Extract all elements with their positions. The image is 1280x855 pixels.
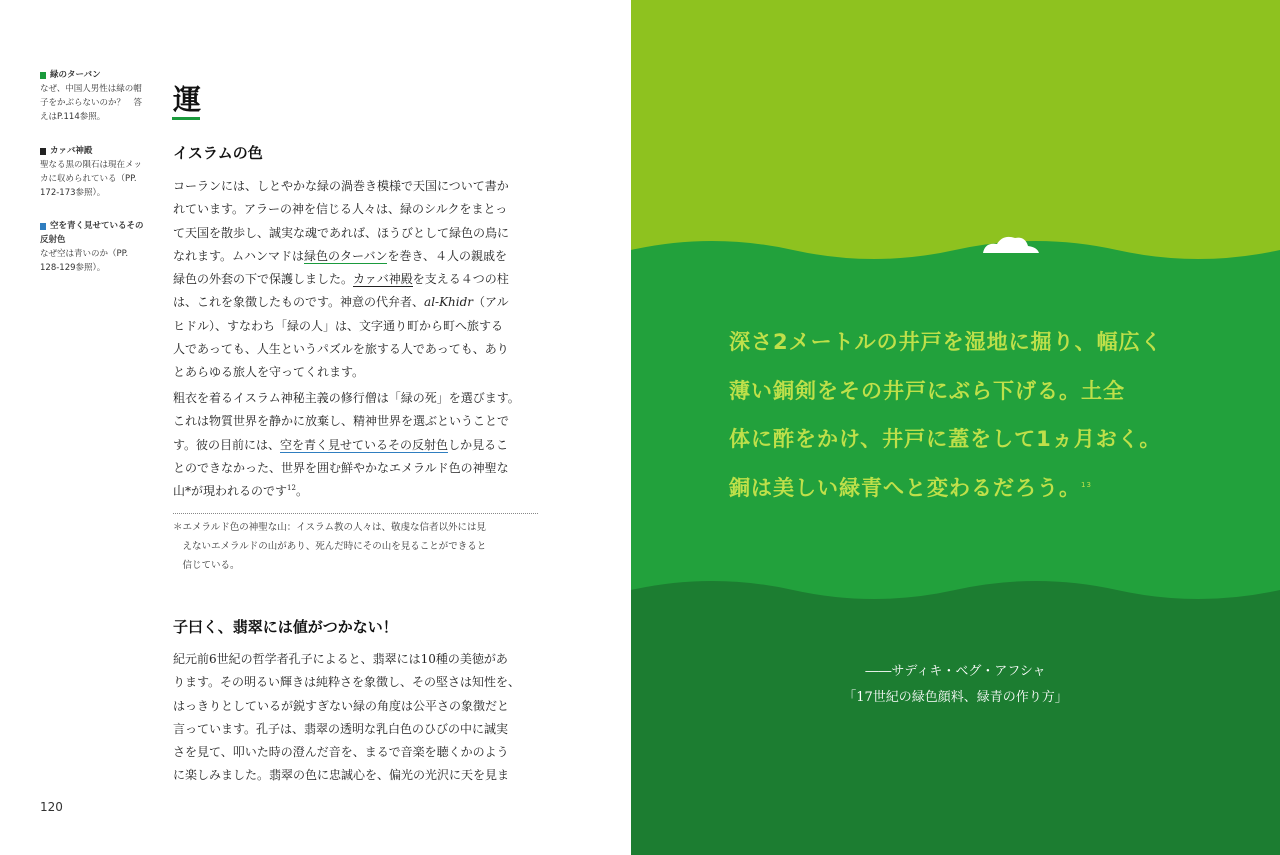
footnote-ref-13: 13 bbox=[1081, 480, 1092, 489]
footnote-emerald-mountain: ＊エメラルド色の神聖な山：イスラム教の人々は、敬虔な信者以外には見 えないエメラルドの山があり、死んだ時にその山を見ることができると 信じている。 bbox=[173, 522, 487, 571]
green-square-icon bbox=[40, 72, 46, 79]
chapter-title: 運 bbox=[173, 83, 202, 116]
page-number: 120 bbox=[40, 800, 63, 814]
section-heading-islam: イスラムの色 bbox=[173, 144, 263, 162]
paragraph-islam-2: 粗衣を着るイスラム神秘主義の修行僧は「緑の死」を選びます。 これは物質世界を静かに放棄し、精神世界を選ぶということで す。彼の目前には、空を青く見せているその反射色しか見るこ とのできなかった、世界を囲む鮮やかなエメラルド色の神聖な 山*が現われるのです$^{12}$。 bbox=[173, 391, 520, 499]
quote-text: 深さ2メートルの井戸を湿地に掘り、幅広く 薄い銅剣をその井戸にぶら下げる。土全 体に酢をかけ、井戸に蓋をして1ヵ月おく。 銅は美しい緑青へと変わるだろう。$^{13}$ bbox=[729, 330, 1163, 500]
sidebar-note-reflection: 空を青く見せているその 反射色 なぜ空は青いのか（PP. 128-129参照）。 bbox=[40, 221, 144, 273]
lower-hill-wave bbox=[631, 581, 1280, 855]
chapter-underline bbox=[172, 117, 200, 120]
section-heading-jade: 子曰く、翡翠には値がつかない！ bbox=[173, 618, 398, 636]
sidebar-note-turban: 緑のターバン なぜ、中国人男性は緑の帽 子をかぶらないのか？ 答 えはP.114参照。 bbox=[40, 70, 143, 122]
quote-source: 「17世紀の緑色顔料、緑青の作り方」 bbox=[843, 690, 1068, 705]
paragraph-islam-1: コーランには、しとやかな緑の渦巻き模様で天国について書か れています。アラーの神を信じる人々は、緑のシルクをまとっ て天国を散歩し、誠実な魂であれば、ほうびとして緑色の鳥に なれます。ムハンマドは緑色のターバンを巻き、４人の親戚を 緑色の外套の下で保護しました。カァバ神殿を支える４つの柱 は、これを象徴したものです。神意の代弁者、al-Khidr（アル ヒドル）、すなわち「緑の人」は、文字通り町から町へ旅する 人であっても、人生というパズルを旅する人であっても、あり とあらゆる旅人を守ってくれます。 bbox=[173, 179, 510, 380]
paragraph-jade: 紀元前6世紀の哲学者孔子によると、翡翠には10種の美徳があ ります。その明るい輝きは純粋さを象徴し、その堅さは知性を、 はっきりとしているが鋭すぎない緑の角度は公平さの象徴だと 言っています。孔子は、翡翠の透明な乳白色のひびの中に誠実 さを見て、叩いた時の澄んだ音を、まるで音楽を聴くかのよう に楽しみました。翡翠の色に忠誠心を、偏光の光沢に天を見ま bbox=[173, 652, 521, 783]
link-sky-reflection: 空を青く見せているその反射色 bbox=[280, 437, 449, 452]
footnote-ref-12: 12 bbox=[287, 484, 296, 493]
black-square-icon bbox=[40, 148, 46, 155]
link-green-turban: 緑色のターバン bbox=[304, 248, 388, 263]
sidebar-note-kaaba: カァバ神殿 聖なる黒の隕石は現在メッ カに収められている（PP. 172-173参照）。 bbox=[40, 146, 143, 198]
link-kaaba: カァバ神殿 bbox=[353, 272, 413, 287]
note-divider bbox=[173, 513, 538, 514]
quote-author: ――サディキ・ベグ・アフシャ bbox=[865, 664, 1046, 679]
blue-square-icon bbox=[40, 223, 46, 230]
left-page bbox=[0, 0, 631, 855]
